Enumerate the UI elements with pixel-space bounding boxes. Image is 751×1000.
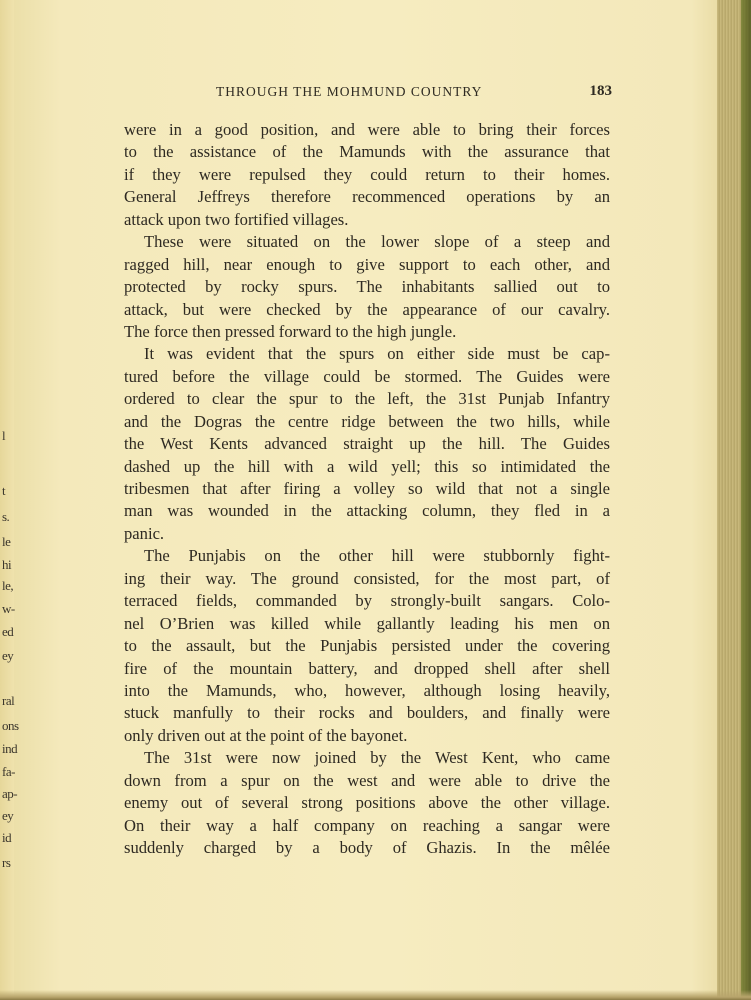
text-line: terraced fields, commanded by strongly-built sangars. Colo- [124, 591, 610, 611]
text-line: tribesmen that after firing a volley so wild that not a single [124, 479, 610, 498]
text-line: into the Mamunds, who, however, although losing heavily, [124, 680, 610, 700]
facing-page-fragment: ey [2, 648, 14, 663]
facing-page-fragment: ind [2, 741, 18, 756]
facing-page-fragment: ons [2, 718, 19, 733]
text-line: tured before the village could be stormed. The Guides were [124, 366, 610, 386]
text-line: On their way a half company on reaching a sangar were [124, 815, 610, 835]
facing-page-edge [0, 0, 14, 1000]
text-line: protected by rocky spurs. The inhabitants sallied out to [124, 277, 610, 297]
text-line: man was wounded in the attacking column, they fled in a [124, 501, 610, 521]
page-number: 183 [589, 83, 612, 99]
text-line: dashed up the hill with a wild yell; this so intimidated the [124, 456, 610, 476]
text-line: The Punjabis on the other hill were stubbornly fight- [144, 546, 610, 566]
facing-page-fragment: w- [2, 601, 15, 616]
text-line: The force then pressed forward to the high jungle. [124, 321, 457, 341]
page-bottom-shadow [0, 990, 751, 1000]
text-line: stuck manfully to their rocks and boulders, and finally were [124, 703, 610, 723]
facing-page-fragment: ed [2, 624, 14, 639]
facing-page-fragment: ey [2, 808, 14, 823]
facing-page-fragment: rs [2, 855, 11, 870]
text-line: and the Dogras the centre ridge between the two hills, while [124, 411, 610, 431]
text-line: enemy out of several strong positions above the other village. [124, 793, 610, 813]
text-line: were in a good position, and were able to bring their forces [124, 120, 610, 139]
text-line: down from a spur on the west and were able to drive the [124, 770, 610, 790]
running-head-title: THROUGH THE MOHMUND COUNTRY [216, 84, 483, 99]
facing-page-fragment: s. [2, 509, 10, 524]
facing-page-fragment: id [2, 830, 12, 845]
text-line: The 31st were now joined by the West Kent, who came [144, 748, 610, 768]
body-text [124, 119, 610, 859]
text-line: the West Kents advanced straight up the hill. The Guides [124, 434, 610, 454]
text-line: ing their way. The ground consisted, for the most part, of [124, 568, 610, 588]
text-line: to the assault, but the Punjabis persisted under the covering [124, 636, 610, 656]
text-line: fire of the mountain battery, and dropped shell after shell [124, 658, 610, 678]
book-cover-edge [741, 0, 751, 1000]
text-line: These were situated on the lower slope of a steep and [144, 232, 610, 252]
text-line: ragged hill, near enough to give support to each other, and [124, 254, 610, 274]
facing-page-fragment: fa- [2, 764, 15, 779]
text-line: attack upon two fortified villages. [124, 209, 349, 229]
facing-page-fragment: le [2, 534, 11, 549]
text-line: General Jeffreys therefore recommenced operations by an [124, 187, 610, 207]
text-line: It was evident that the spurs on either side must be cap- [144, 344, 610, 364]
text-line: if they were repulsed they could return to their homes. [124, 164, 610, 184]
text-line: nel O’Brien was killed while gallantly leading his men on [124, 613, 610, 633]
text-line: panic. [124, 523, 165, 543]
facing-page-fragment: t [2, 483, 6, 498]
text-line: to the assistance of the Mamunds with the assurance that [124, 142, 610, 162]
running-head [216, 84, 612, 104]
facing-page-fragment: le, [2, 578, 14, 593]
text-line: suddenly charged by a body of Ghazis. In the mêlée [124, 838, 610, 857]
facing-page-fragment: l [2, 428, 6, 443]
text-line: only driven out at the point of the bayonet. [124, 725, 408, 745]
facing-page-fragment: hi [2, 557, 12, 572]
text-line: attack, but were checked by the appearance of our cavalry. [124, 299, 610, 319]
facing-page-fragment: ap- [2, 786, 18, 801]
text-line: ordered to clear the spur to the left, the 31st Punjab Infantry [124, 389, 610, 409]
facing-page-fragment: ral [2, 693, 15, 708]
